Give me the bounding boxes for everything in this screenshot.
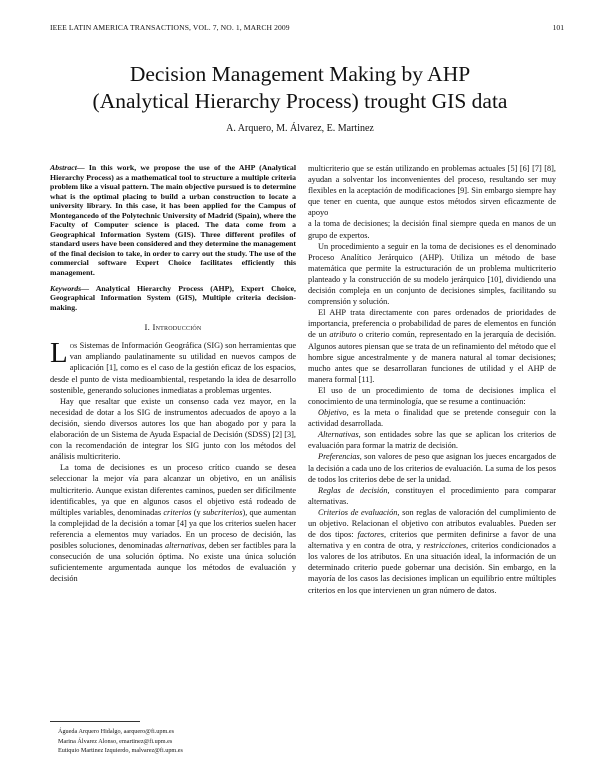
term-reglas (308, 485, 556, 507)
italic-term: alternativas (164, 540, 205, 550)
italic-term: Alternativas (318, 430, 359, 440)
right-paragraph-3 (308, 307, 556, 385)
drop-cap: L (50, 337, 68, 370)
term-objetivo (308, 407, 556, 429)
keywords-text: Analytical Hierarchy Process (AHP), Expert Choice, Geographical Information System (GIS), Multiple criteria decision-making. (50, 283, 296, 312)
italic-term: factores (357, 530, 384, 540)
italic-term: subcriterios (202, 507, 243, 517)
section-numeral: I. (144, 322, 153, 333)
footnote-author-3: Eutiquio Martinez Izquierdo, malvarez@fi.upm.es (58, 747, 183, 755)
text-run: El AHP trata directamente con pares ordenados de prioridades de importancia, preferencia o probabilidad de pares de elementos en función de un (308, 308, 556, 340)
italic-term: Reglas de decisión (318, 485, 388, 495)
left-column (50, 163, 296, 584)
term-alternativas (308, 429, 556, 451)
right-column (308, 163, 556, 596)
text-run: , criterios que permiten definirse a favor de una alternativa y en contra de otra, y (308, 530, 556, 551)
title-line-2: (Analytical Hierarchy Process) trought GIS data (92, 89, 508, 113)
italic-term: Criterios de evaluación (318, 507, 398, 517)
drop-cap-rest: os (69, 341, 78, 351)
text-run: , criterios condicionados a los valores de los atributos. En una situación ideal, la información de un determinado criterio puede gobernar una decisión. Sin embargo, en la mayoría de los casos las decisiones implican un equilibrio entre múltiples criterios en los que intervienen un gran número de datos. (308, 541, 556, 595)
text-run: , constituyen el procedimiento para comparar alternativas. (308, 485, 556, 506)
title-line-1: Decision Management Making by AHP (129, 62, 471, 86)
right-paragraph-1: multicriterio que se están utilizando en problemas actuales [5] [6] [7] [8], ayudan a solventar los inconvenientes del proceso, resultando ser muy flexibles en la aceptación de modificaciones [9]. Sin embargo siempre hay que tener en cuenta, que aunque estos métodos sirven eficazmente de apoyo (308, 164, 556, 218)
footnotes (58, 727, 183, 756)
section-heading (50, 322, 296, 333)
intro-paragraph-1 (50, 337, 296, 395)
text-run: , es la meta o finalidad que se pretende conseguir con la actividad desarrollada. (308, 408, 556, 429)
footnote-author-2: Marina Álvarez Alonso, emartinez@fi.upm.es (58, 737, 173, 745)
section-first-letter: I (152, 322, 156, 333)
text-run: o criterio común, representado en la jerarquía de decisión. Algunos autores piensan que se trata de un refinamiento del método que el hombre sigue ancestralmente y de manera natural al tomar decisiones; mucho antes que se desarrollaran funciones de utilidad y el AHP de manera formal [11]. (308, 330, 556, 384)
italic-term: atributo (329, 330, 357, 340)
text-run: , son reglas de valoración del cumplimiento de un objetivo. Relacionan el objetivo con atributos evaluables. Pueden ser de dos tipos: (308, 507, 556, 540)
text-run: (y (191, 507, 203, 517)
journal-header: IEEE LATIN AMERICA TRANSACTIONS, VOL. 7, NO. 1, MARCH 2009 (50, 23, 290, 32)
abstract-text: In this work, we propose the use of the AHP (Analytical Hierarchy Process) as a mathematical tool to structure a multiple criteria problem like a visual pattern. The main objective pursued is to determine what is the optimal placing to build a urban construction to locate a university library. In this case, it has been applied for the Campus of Montegancedo of the Polytechnic University of Madrid (Spain), where the Faculty of Computer science is placed. The data come from a Geographical Information System (GIS). Three different profiles of standard users have been considered and they determine the management of the final decision to take, in order to carry out the study. The use of the commercial software Expert Choice facilitates efficiently this management. (50, 163, 296, 278)
intro-paragraph-2: Hay que resaltar que existe un consenso cada vez mayor, en la necesidad de dotar a los SIG de instrumentos adecuados de apoyo a la decisión, siendo diversos autores los que han abogado por y para la elaboración de un Sistema de Ayuda Espacial de Decisión (SDSS) [2] [3], con la recomendación de integrar los SIG junto con los métodos del análisis multicriterio. (50, 396, 296, 462)
right-paragraph-2: Un procedimiento a seguir en la toma de decisiones es el denominado Proceso Analítico Jerárquico (AHP). Utiliza un método de base matemática que permite la estructuración de un problema multicriterio planteado y la construcción de su modelo jerárquico [10], dividiendo una decisión compleja en un conjunto de decisiones simples, facilitando su comprensión y solución. (308, 241, 556, 307)
intro-paragraph-1-text: Sistemas de Información Geográfica (SIG) son herramientas que van ampliando paulatinamente su utilidad en nuevos campos de aplicación [1], como es el caso de la gestión eficaz de los espacios, desde el punto de vista medioambiental, respetando la idea de desarrollo sostenible, generando soluciones inmediatas a problemas urgentes. (50, 341, 296, 395)
intro-paragraph-3 (50, 462, 296, 584)
text-run: , son valores de peso que asignan los jueces encargados de la decisión a cada uno de los criterios de evaluación. La suma de los pesos de todos los criterios debe de ser la unidad. (308, 452, 556, 484)
right-paragraph-1b: a la toma de decisiones; la decisión final siempre queda en manos de un grupo de expertos. (308, 219, 556, 240)
footnote-divider (50, 721, 140, 722)
italic-term: Objetivo (318, 408, 347, 418)
text-run: ), que aumentan la complejidad de la decisión a tomar [4] ya que los criterios suelen hacer referencia a elementos muy variados. En un proceso de decisión, las posibles soluciones, denominadas (50, 507, 297, 550)
term-criterios (308, 507, 556, 596)
section-title-rest: ntroducción (155, 322, 202, 333)
text-run: La toma de decisiones es un proceso crítico cuando se desea seleccionar la mejor vía para alcanzar un objetivo, en un análisis multicriterio. Aunque existan diferentes caminos, pueden ser difícilmente identificables, ya que en algunos casos el objetivo está rodeado de múltiples variables, denominadas (50, 463, 296, 517)
text-run: , deben ser factibles para la consecución de una solución óptima. No existe una única solución suficientemente argumentada aunque los métodos de evaluación y decisión (50, 540, 296, 584)
right-paragraph-4: El uso de un procedimiento de toma de decisiones implica el conocimiento de una terminología, que se resume a continuación: (308, 385, 556, 406)
italic-term: criterios (163, 507, 192, 517)
italic-term: restricciones (423, 541, 467, 551)
paper-title (40, 61, 560, 115)
authors: A. Arquero, M. Álvarez, E. Martinez (226, 123, 374, 134)
term-preferencias (308, 451, 556, 484)
abstract (50, 163, 296, 278)
page-number: 101 (552, 23, 564, 32)
italic-term: Preferencias (318, 452, 360, 462)
abstract-lead: Abstract— (50, 163, 85, 172)
keywords (50, 284, 296, 313)
footnote-author-1: Águeda Arquero Hidalgo, aarquero@fi.upm.es (58, 728, 175, 735)
keywords-lead: Keywords— (50, 283, 89, 293)
text-run: , son entidades sobre las que se aplican los criterios de evaluación para formar la matriz de decisión. (308, 430, 556, 451)
